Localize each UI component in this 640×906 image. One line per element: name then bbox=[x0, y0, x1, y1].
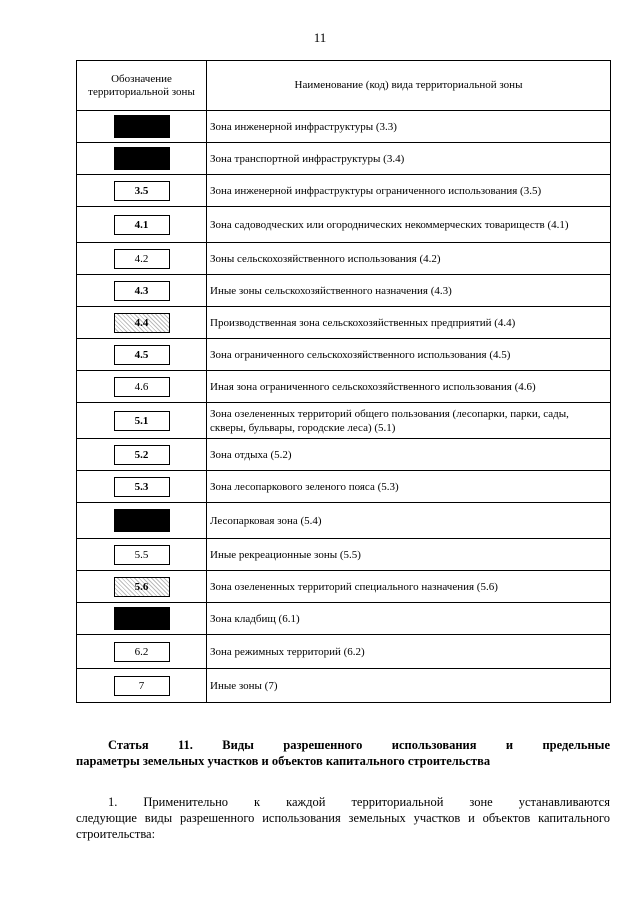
zone-name: Иные зоны (7) bbox=[207, 669, 611, 703]
zone-symbol-cell bbox=[77, 275, 207, 307]
zone-name: Зона кладбищ (6.1) bbox=[207, 603, 611, 635]
table-row bbox=[77, 635, 611, 669]
paragraph-rest: следующие виды разрешенного использования земельных участков и объектов капитального строительства: bbox=[76, 811, 610, 841]
zone-symbol-cell bbox=[77, 503, 207, 539]
article-heading-word: использования bbox=[391, 738, 477, 752]
zones-table bbox=[76, 60, 611, 703]
paragraph-word: 1. bbox=[108, 795, 118, 809]
table-row bbox=[77, 439, 611, 471]
zone-symbol-cell bbox=[77, 603, 207, 635]
zone-symbol bbox=[114, 115, 170, 138]
paragraph-word: территориальной bbox=[351, 795, 444, 809]
table-row bbox=[77, 175, 611, 207]
table-row bbox=[77, 111, 611, 143]
paragraph-word: к bbox=[254, 795, 261, 809]
zone-symbol-cell bbox=[77, 175, 207, 207]
zone-symbol-cell bbox=[77, 439, 207, 471]
paragraph-word: устанавливаются bbox=[518, 795, 610, 809]
article-heading-word: Виды bbox=[222, 738, 254, 752]
zone-name: Иные рекреационные зоны (5.5) bbox=[207, 539, 611, 571]
article-heading-word: разрешенного bbox=[283, 738, 363, 752]
zone-symbol bbox=[114, 607, 170, 630]
article-heading-word: 11. bbox=[177, 738, 193, 752]
zone-symbol: 5.1 bbox=[114, 411, 170, 431]
zone-name: Зона ограниченного сельскохозяйственного использования (4.5) bbox=[207, 339, 611, 371]
table-row bbox=[77, 471, 611, 503]
zone-symbol-cell bbox=[77, 307, 207, 339]
zone-symbol-cell bbox=[77, 403, 207, 439]
header-name: Наименование (код) вида территориальной зоны bbox=[207, 61, 611, 111]
zone-name: Зона инженерной инфраструктуры ограниченного использования (3.5) bbox=[207, 175, 611, 207]
zone-name: Зона озелененных территорий общего пользования (лесопарки, парки, сады, скверы, бульвары, городские леса) (5.1) bbox=[207, 403, 611, 439]
table-row bbox=[77, 339, 611, 371]
article-heading-word: и bbox=[505, 738, 514, 752]
zone-symbol: 5.3 bbox=[114, 477, 170, 497]
zone-symbol: 5.6 bbox=[114, 577, 170, 597]
zone-symbol: 4.2 bbox=[114, 249, 170, 269]
zone-name: Иные зоны сельскохозяйственного назначения (4.3) bbox=[207, 275, 611, 307]
table-row bbox=[77, 143, 611, 175]
article-heading-line1 bbox=[76, 737, 610, 753]
paragraph-word: каждой bbox=[286, 795, 326, 809]
zone-name: Иная зона ограниченного сельскохозяйственного использования (4.6) bbox=[207, 371, 611, 403]
table-row bbox=[77, 669, 611, 703]
table-row bbox=[77, 371, 611, 403]
zone-name: Зона отдыха (5.2) bbox=[207, 439, 611, 471]
zone-symbol: 7 bbox=[114, 676, 170, 696]
table-row bbox=[77, 603, 611, 635]
table-row bbox=[77, 275, 611, 307]
article-heading-word: предельные bbox=[542, 738, 610, 752]
zone-symbol-cell bbox=[77, 339, 207, 371]
article-heading-word: Статья bbox=[108, 738, 149, 752]
table-row bbox=[77, 503, 611, 539]
zone-symbol-cell bbox=[77, 207, 207, 243]
zone-symbol-cell bbox=[77, 635, 207, 669]
zone-symbol: 5.2 bbox=[114, 445, 170, 465]
table-row bbox=[77, 243, 611, 275]
zone-symbol: 4.1 bbox=[114, 215, 170, 235]
zone-name: Зона инженерной инфраструктуры (3.3) bbox=[207, 111, 611, 143]
zone-symbol-cell bbox=[77, 539, 207, 571]
zone-symbol bbox=[114, 147, 170, 170]
zone-symbol-cell bbox=[77, 371, 207, 403]
paragraph-line1 bbox=[76, 794, 610, 810]
zone-name: Зона озелененных территорий специального назначения (5.6) bbox=[207, 571, 611, 603]
article-heading bbox=[76, 737, 610, 769]
zone-symbol: 3.5 bbox=[114, 181, 170, 201]
zone-name: Производственная зона сельскохозяйственных предприятий (4.4) bbox=[207, 307, 611, 339]
zone-name: Зона режимных территорий (6.2) bbox=[207, 635, 611, 669]
table-row bbox=[77, 307, 611, 339]
zone-symbol-cell bbox=[77, 143, 207, 175]
paragraph-word: Применительно bbox=[143, 795, 229, 809]
zone-symbol-cell bbox=[77, 471, 207, 503]
table-row bbox=[77, 207, 611, 243]
article-heading-line2: параметры земельных участков и объектов капитального строительства bbox=[76, 754, 491, 768]
zone-symbol-cell bbox=[77, 571, 207, 603]
zone-name: Зона садоводческих или огороднических некоммерческих товариществ (4.1) bbox=[207, 207, 611, 243]
zone-name: Зона лесопаркового зеленого пояса (5.3) bbox=[207, 471, 611, 503]
paragraph-word: зоне bbox=[469, 795, 493, 809]
page-number: 11 bbox=[313, 30, 327, 45]
zone-symbol: 6.2 bbox=[114, 642, 170, 662]
zone-symbol: 4.6 bbox=[114, 377, 170, 397]
zone-name: Зона транспортной инфраструктуры (3.4) bbox=[207, 143, 611, 175]
zone-name: Лесопарковая зона (5.4) bbox=[207, 503, 611, 539]
zone-symbol: 4.4 bbox=[114, 313, 170, 333]
table-body bbox=[77, 111, 611, 703]
paragraph-1 bbox=[76, 794, 610, 842]
zone-symbol: 5.5 bbox=[114, 545, 170, 565]
zone-symbol: 4.5 bbox=[114, 345, 170, 365]
table-header-row bbox=[77, 61, 611, 111]
zone-symbol: 4.3 bbox=[114, 281, 170, 301]
zone-symbol-cell bbox=[77, 243, 207, 275]
header-symbol: Обозначение территориальной зоны bbox=[77, 61, 207, 111]
zone-name: Зоны сельскохозяйственного использования (4.2) bbox=[207, 243, 611, 275]
zone-symbol-cell bbox=[77, 669, 207, 703]
table-row bbox=[77, 403, 611, 439]
table-row bbox=[77, 539, 611, 571]
table-row bbox=[77, 571, 611, 603]
zone-symbol bbox=[114, 509, 170, 532]
zone-symbol-cell bbox=[77, 111, 207, 143]
